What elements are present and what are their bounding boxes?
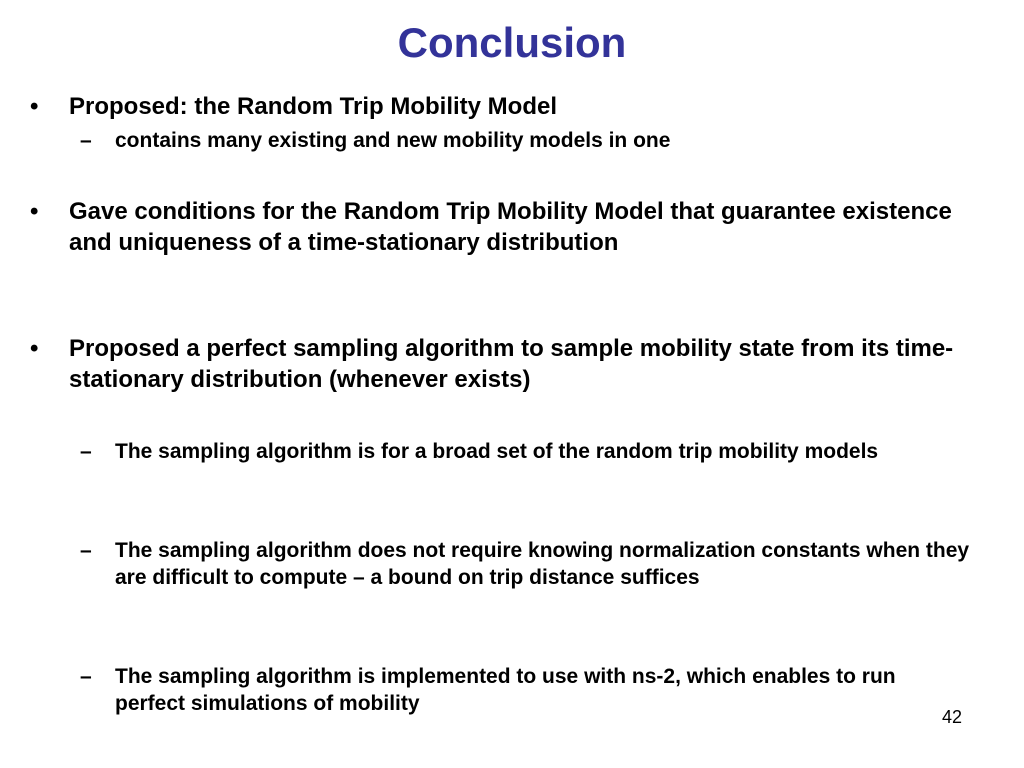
bullet-item [30, 196, 970, 258]
slide-title: Conclusion [397, 19, 627, 66]
bullet-marker: • [30, 335, 39, 362]
sub-bullet-text: The sampling algorithm is for a broad set of the random trip mobility models [115, 440, 879, 463]
bullet-item [30, 91, 970, 122]
dash-marker: – [80, 539, 92, 562]
bullet-marker: • [30, 93, 39, 120]
sub-bullet-text: The sampling algorithm does not require knowing normalization constants when they are difficult to compute – a bound on trip distance suffices [115, 539, 970, 589]
sub-bullet-item [80, 438, 970, 465]
bullet-text: Proposed a perfect sampling algorithm to sample mobility state from its time-stationary distribution (whenever exists) [69, 335, 954, 393]
bullet-item [30, 333, 970, 395]
dash-marker: – [80, 129, 92, 152]
sub-bullet-item [80, 663, 970, 717]
bullet-text: Proposed: the Random Trip Mobility Model [69, 93, 558, 120]
sub-bullet-text: contains many existing and new mobility models in one [115, 129, 671, 152]
sub-bullet-text: The sampling algorithm is implemented to use with ns-2, which enables to run perfect simulations of mobility [115, 665, 896, 715]
page-number: 42 [941, 707, 962, 727]
sub-bullet-item [80, 127, 970, 154]
dash-marker: – [80, 440, 92, 463]
sub-bullet-item [80, 537, 970, 591]
bullet-text: Gave conditions for the Random Trip Mobility Model that guarantee existence and uniqueness of a time-stationary distribution [69, 198, 952, 256]
dash-marker: – [80, 665, 92, 688]
bullet-marker: • [30, 198, 39, 225]
